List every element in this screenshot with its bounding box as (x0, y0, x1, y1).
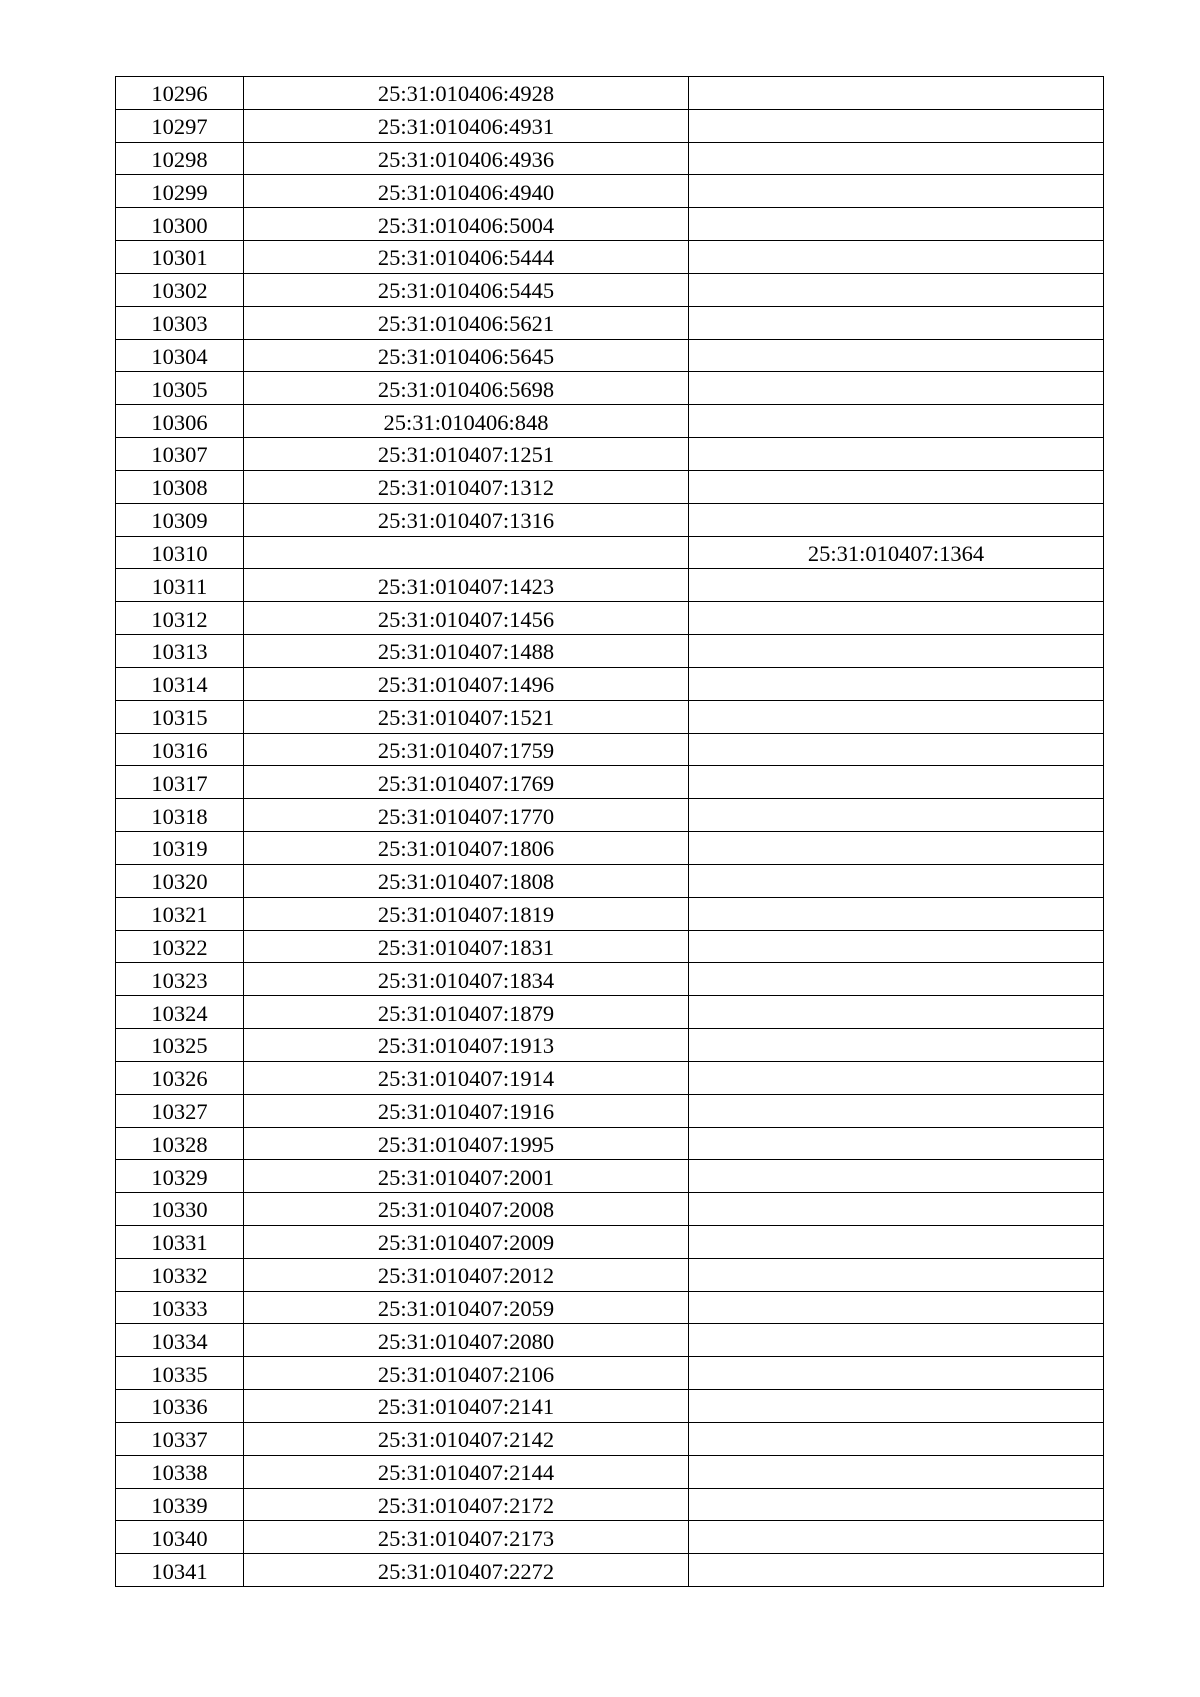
row-number-cell: 10313 (116, 635, 244, 668)
cadastral-number-cell: 25:31:010407:2144 (244, 1455, 689, 1488)
extra-cadastral-cell (689, 1127, 1104, 1160)
cadastral-number-cell: 25:31:010407:1808 (244, 864, 689, 897)
row-number-cell: 10323 (116, 963, 244, 996)
table-row (116, 470, 1104, 503)
extra-cadastral-cell (689, 372, 1104, 405)
row-number-cell: 10297 (116, 109, 244, 142)
cadastral-number-cell: 25:31:010407:1759 (244, 733, 689, 766)
row-number-cell: 10328 (116, 1127, 244, 1160)
cadastral-number-cell: 25:31:010407:2272 (244, 1554, 689, 1587)
extra-cadastral-cell (689, 339, 1104, 372)
row-number-cell: 10329 (116, 1160, 244, 1193)
extra-cadastral-cell (689, 109, 1104, 142)
table-row (116, 405, 1104, 438)
table-row (116, 996, 1104, 1029)
cadastral-number-cell: 25:31:010407:2172 (244, 1488, 689, 1521)
cadastral-number-cell: 25:31:010407:2142 (244, 1422, 689, 1455)
cadastral-number-cell: 25:31:010407:1769 (244, 766, 689, 799)
table-row (116, 1193, 1104, 1226)
extra-cadastral-cell (689, 635, 1104, 668)
row-number-cell: 10341 (116, 1554, 244, 1587)
table-row (116, 372, 1104, 405)
row-number-cell: 10309 (116, 503, 244, 536)
row-number-cell: 10322 (116, 930, 244, 963)
cadastral-number-cell: 25:31:010406:5445 (244, 273, 689, 306)
cadastral-number-cell: 25:31:010407:1831 (244, 930, 689, 963)
extra-cadastral-cell (689, 700, 1104, 733)
cadastral-number-cell: 25:31:010406:848 (244, 405, 689, 438)
extra-cadastral-cell: 25:31:010407:1364 (689, 536, 1104, 569)
row-number-cell: 10321 (116, 897, 244, 930)
table-row (116, 273, 1104, 306)
cadastral-number-cell: 25:31:010407:1806 (244, 832, 689, 865)
extra-cadastral-cell (689, 569, 1104, 602)
extra-cadastral-cell (689, 1455, 1104, 1488)
extra-cadastral-cell (689, 963, 1104, 996)
row-number-cell: 10305 (116, 372, 244, 405)
cadastral-number-cell: 25:31:010406:5004 (244, 208, 689, 241)
row-number-cell: 10296 (116, 77, 244, 110)
extra-cadastral-cell (689, 1521, 1104, 1554)
table-row (116, 241, 1104, 274)
row-number-cell: 10320 (116, 864, 244, 897)
table-row (116, 1258, 1104, 1291)
table-row (116, 864, 1104, 897)
extra-cadastral-cell (689, 930, 1104, 963)
row-number-cell: 10314 (116, 667, 244, 700)
extra-cadastral-cell (689, 1554, 1104, 1587)
table-row (116, 667, 1104, 700)
row-number-cell: 10316 (116, 733, 244, 766)
cadastral-number-cell: 25:31:010407:1879 (244, 996, 689, 1029)
cadastral-number-cell: 25:31:010407:1770 (244, 799, 689, 832)
table-row (116, 438, 1104, 471)
table-row (116, 536, 1104, 569)
extra-cadastral-cell (689, 1357, 1104, 1390)
cadastral-number-cell: 25:31:010407:2009 (244, 1225, 689, 1258)
table-row (116, 766, 1104, 799)
table-row (116, 1061, 1104, 1094)
table-row (116, 1455, 1104, 1488)
table-row (116, 897, 1104, 930)
cadastral-number-cell: 25:31:010407:2141 (244, 1390, 689, 1423)
table-row (116, 339, 1104, 372)
table-row (116, 306, 1104, 339)
row-number-cell: 10311 (116, 569, 244, 602)
row-number-cell: 10315 (116, 700, 244, 733)
cadastral-number-cell: 25:31:010406:5698 (244, 372, 689, 405)
table-row (116, 930, 1104, 963)
table-row (116, 77, 1104, 110)
row-number-cell: 10331 (116, 1225, 244, 1258)
table-row (116, 602, 1104, 635)
extra-cadastral-cell (689, 996, 1104, 1029)
extra-cadastral-cell (689, 77, 1104, 110)
table-row (116, 1291, 1104, 1324)
table-row (116, 503, 1104, 536)
extra-cadastral-cell (689, 1258, 1104, 1291)
extra-cadastral-cell (689, 1160, 1104, 1193)
cadastral-number-cell: 25:31:010407:1456 (244, 602, 689, 635)
table-row (116, 109, 1104, 142)
extra-cadastral-cell (689, 503, 1104, 536)
extra-cadastral-cell (689, 470, 1104, 503)
cadastral-number-cell: 25:31:010406:5645 (244, 339, 689, 372)
cadastral-number-cell: 25:31:010407:2059 (244, 1291, 689, 1324)
row-number-cell: 10340 (116, 1521, 244, 1554)
extra-cadastral-cell (689, 832, 1104, 865)
extra-cadastral-cell (689, 864, 1104, 897)
cadastral-number-cell: 25:31:010407:1521 (244, 700, 689, 733)
table-row (116, 1422, 1104, 1455)
row-number-cell: 10325 (116, 1029, 244, 1062)
extra-cadastral-cell (689, 1193, 1104, 1226)
cadastral-number-cell: 25:31:010407:1423 (244, 569, 689, 602)
cadastral-number-cell: 25:31:010406:5621 (244, 306, 689, 339)
table-row (116, 569, 1104, 602)
cadastral-number-cell: 25:31:010407:1995 (244, 1127, 689, 1160)
extra-cadastral-cell (689, 1029, 1104, 1062)
row-number-cell: 10307 (116, 438, 244, 471)
row-number-cell: 10336 (116, 1390, 244, 1423)
row-number-cell: 10338 (116, 1455, 244, 1488)
cadastral-number-cell: 25:31:010407:2106 (244, 1357, 689, 1390)
cadastral-number-cell: 25:31:010407:1488 (244, 635, 689, 668)
row-number-cell: 10324 (116, 996, 244, 1029)
table-row (116, 1324, 1104, 1357)
row-number-cell: 10334 (116, 1324, 244, 1357)
cadastral-number-cell: 25:31:010407:1316 (244, 503, 689, 536)
extra-cadastral-cell (689, 897, 1104, 930)
row-number-cell: 10312 (116, 602, 244, 635)
cadastral-number-cell: 25:31:010407:2001 (244, 1160, 689, 1193)
table-row (116, 963, 1104, 996)
cadastral-number-cell: 25:31:010407:1914 (244, 1061, 689, 1094)
table-row (116, 1554, 1104, 1587)
row-number-cell: 10304 (116, 339, 244, 372)
cadastral-number-cell: 25:31:010407:1496 (244, 667, 689, 700)
row-number-cell: 10319 (116, 832, 244, 865)
extra-cadastral-cell (689, 1225, 1104, 1258)
table-row (116, 1094, 1104, 1127)
table-row (116, 700, 1104, 733)
table-row (116, 208, 1104, 241)
cadastral-number-cell: 25:31:010406:4928 (244, 77, 689, 110)
extra-cadastral-cell (689, 1324, 1104, 1357)
table-row (116, 1521, 1104, 1554)
extra-cadastral-cell (689, 306, 1104, 339)
row-number-cell: 10333 (116, 1291, 244, 1324)
table-row (116, 832, 1104, 865)
row-number-cell: 10326 (116, 1061, 244, 1094)
row-number-cell: 10310 (116, 536, 244, 569)
row-number-cell: 10332 (116, 1258, 244, 1291)
extra-cadastral-cell (689, 602, 1104, 635)
extra-cadastral-cell (689, 273, 1104, 306)
extra-cadastral-cell (689, 1488, 1104, 1521)
extra-cadastral-cell (689, 405, 1104, 438)
row-number-cell: 10308 (116, 470, 244, 503)
row-number-cell: 10337 (116, 1422, 244, 1455)
extra-cadastral-cell (689, 766, 1104, 799)
row-number-cell: 10318 (116, 799, 244, 832)
row-number-cell: 10335 (116, 1357, 244, 1390)
table-row (116, 1160, 1104, 1193)
table-row (116, 1488, 1104, 1521)
cadastral-number-cell: 25:31:010407:1834 (244, 963, 689, 996)
row-number-cell: 10327 (116, 1094, 244, 1127)
row-number-cell: 10302 (116, 273, 244, 306)
table-row (116, 175, 1104, 208)
extra-cadastral-cell (689, 142, 1104, 175)
cadastral-number-cell: 25:31:010407:2012 (244, 1258, 689, 1291)
row-number-cell: 10317 (116, 766, 244, 799)
row-number-cell: 10299 (116, 175, 244, 208)
row-number-cell: 10306 (116, 405, 244, 438)
cadastral-table (115, 76, 1104, 1587)
table-row (116, 733, 1104, 766)
cadastral-number-cell: 25:31:010407:1819 (244, 897, 689, 930)
extra-cadastral-cell (689, 438, 1104, 471)
extra-cadastral-cell (689, 799, 1104, 832)
extra-cadastral-cell (689, 733, 1104, 766)
cadastral-number-cell: 25:31:010407:1916 (244, 1094, 689, 1127)
extra-cadastral-cell (689, 1061, 1104, 1094)
extra-cadastral-cell (689, 175, 1104, 208)
cadastral-number-cell: 25:31:010407:2080 (244, 1324, 689, 1357)
table-row (116, 1029, 1104, 1062)
extra-cadastral-cell (689, 241, 1104, 274)
cadastral-number-cell: 25:31:010406:4940 (244, 175, 689, 208)
cadastral-number-cell (244, 536, 689, 569)
table-row (116, 1390, 1104, 1423)
cadastral-number-cell: 25:31:010406:5444 (244, 241, 689, 274)
table-row (116, 1225, 1104, 1258)
row-number-cell: 10303 (116, 306, 244, 339)
table-row (116, 1357, 1104, 1390)
row-number-cell: 10298 (116, 142, 244, 175)
cadastral-number-cell: 25:31:010406:4931 (244, 109, 689, 142)
table-row (116, 799, 1104, 832)
cadastral-number-cell: 25:31:010407:1312 (244, 470, 689, 503)
extra-cadastral-cell (689, 208, 1104, 241)
row-number-cell: 10300 (116, 208, 244, 241)
extra-cadastral-cell (689, 1094, 1104, 1127)
extra-cadastral-cell (689, 667, 1104, 700)
cadastral-number-cell: 25:31:010407:2008 (244, 1193, 689, 1226)
table-row (116, 1127, 1104, 1160)
extra-cadastral-cell (689, 1422, 1104, 1455)
row-number-cell: 10339 (116, 1488, 244, 1521)
cadastral-number-cell: 25:31:010406:4936 (244, 142, 689, 175)
cadastral-number-cell: 25:31:010407:2173 (244, 1521, 689, 1554)
table-row (116, 142, 1104, 175)
table-body (116, 77, 1104, 1587)
extra-cadastral-cell (689, 1390, 1104, 1423)
cadastral-number-cell: 25:31:010407:1251 (244, 438, 689, 471)
row-number-cell: 10330 (116, 1193, 244, 1226)
cadastral-number-cell: 25:31:010407:1913 (244, 1029, 689, 1062)
row-number-cell: 10301 (116, 241, 244, 274)
table-row (116, 635, 1104, 668)
extra-cadastral-cell (689, 1291, 1104, 1324)
